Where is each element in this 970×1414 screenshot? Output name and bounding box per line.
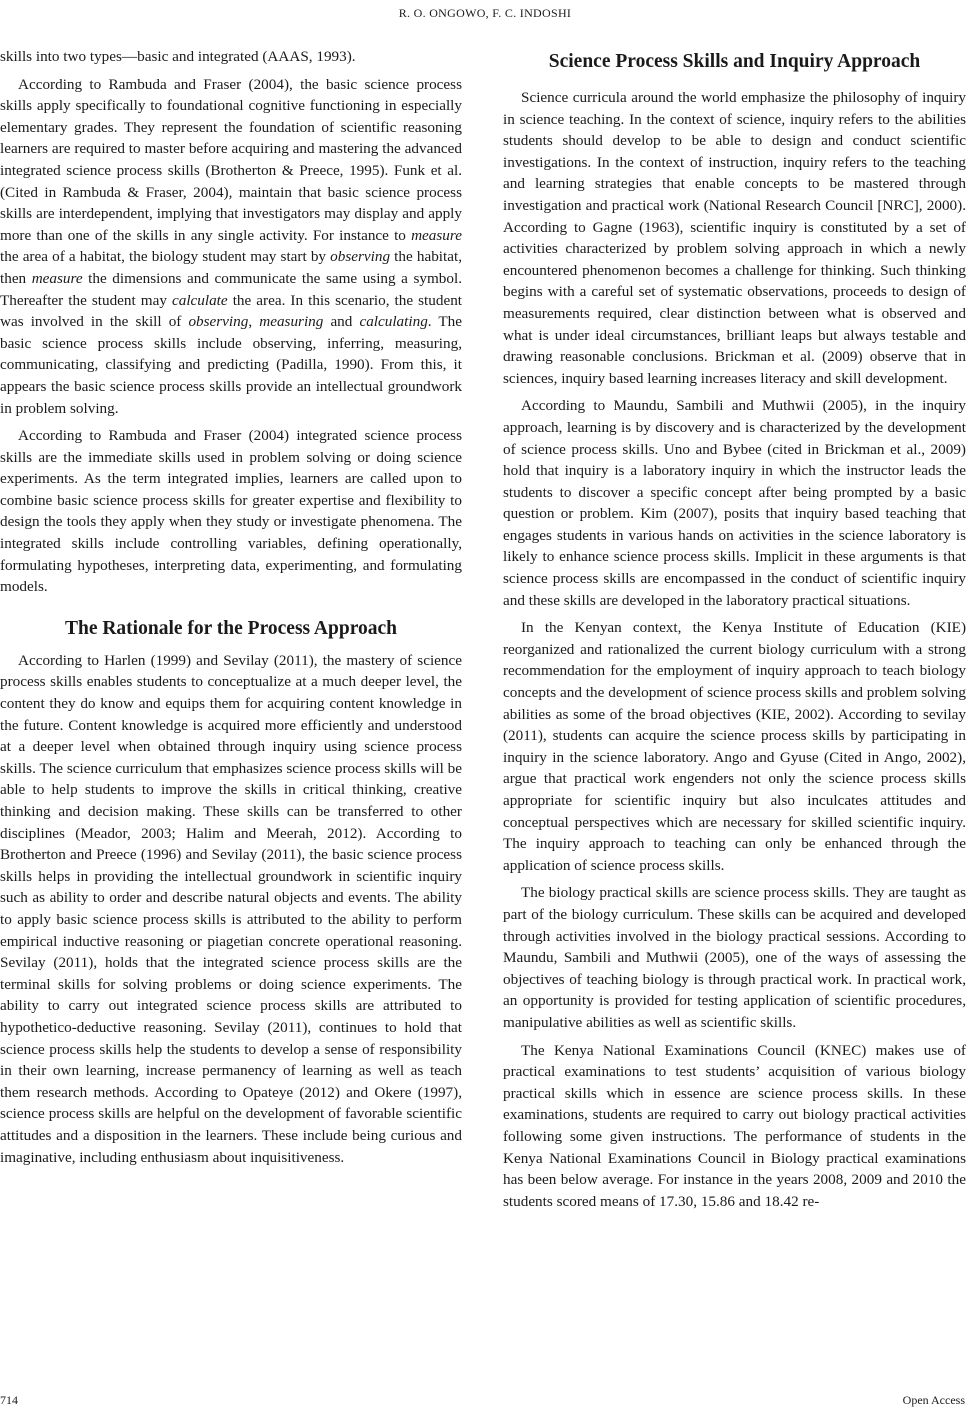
paragraph: According to Rambuda and Fraser (2004), the basic science process skills apply specifically to foundational cognitive functioning in especially elementary grades. They represent the foundation of scientific reasoning learners are required to master before acquiring and mastering the advanced integrated science process skills (Brotherton & Preece, 1995). Funk et al. (Cited in Rambuda & Fraser, 2004), maintain that basic science process skills are interdependent, implying that investigators may display and apply more than one of the skills in any single activity. For instance to measure the area of a habitat, the biology student may start by observing the habitat, then measure the dimensions and communicate the same using a symbol. Thereafter the student may calculate the area. In this scenario, the student was involved in the skill of observing, measuring and calculating. The basic science process skills include observing, inferring, measuring, communicating, classifying and predicting (Padilla, 1990). From this, it appears the basic science process skills provide an intellectual groundwork in problem solving.	[0, 75, 463, 417]
paragraph: The biology practical skills are science process skills. They are taught as part of the biology curriculum. These skills can be acquired and developed through activities involved in the biology practical sessions. According to Maundu, Sambili and Muthwii (2005), one of the ways of assessing the objectives of teaching biology is through practical work. In practical work, an opportunity is provided for testing application of scientific procedures, manipulative abilities as well as scientific skills.	[503, 884, 966, 1031]
paragraph: skills into two types—basic and integrated (AAAS, 1993).	[0, 48, 356, 65]
paragraph: In the Kenyan context, the Kenya Institute of Education (KIE) reorganized and rationalized the current biology curriculum with a strong recommendation for the employment of inquiry approach to teach biology concepts and the development of science process skills and problem solving abilities as some of the broad objectives (KIE, 2002). According to sevilay (2011), students can acquire the science process skills by participating in inquiry in the science laboratory. Ango and Gyuse (Cited in Ango, 2002), argue that practical work engenders not only the science process skills appropriate for scientific inquiry but also inculcates attitudes and conceptual perspectives which are necessary for skilled scientific inquiry. The inquiry approach to teaching can only be enhanced through the application of science process skills.	[503, 619, 966, 874]
right-column	[503, 49, 966, 1212]
running-head: R. O. ONGOWO, F. C. INDOSHI	[398, 6, 572, 20]
paragraph: According to Rambuda and Fraser (2004) integrated science process skills are the immediate skills used in problem solving or doing science experiments. As the term integrated implies, learners are called upon to combine basic science process skills for greater expertise and flexibility to design the tools they apply when they study or investigate phenomena. The integrated skills include controlling variables, defining operationally, formulating hypotheses, interpreting data, experimenting, and formulating models.	[0, 427, 462, 596]
paragraph: According to Maundu, Sambili and Muthwii (2005), in the inquiry approach, learning is by discovery and is characterized by the development of science process skills. Uno and Bybee (cited in Brickman et al., 2009) hold that inquiry is a laboratory inquiry in which the instructor leads the students to discover a specific concept after being prompted by a basic question or problem. Kim (2007), posits that inquiry based teaching that engages students in various hands on activities in the science laboratory is likely to enhance science process skills. Implicit in these arguments is that science process skills are encompassed in the conduct of scientific inquiry and these skills are developed in the laboratory practical situations.	[503, 397, 966, 609]
publisher-label: Open Access	[902, 1393, 965, 1407]
page-number: 714	[0, 1393, 18, 1407]
section-heading: The Rationale for the Process Approach	[64, 617, 398, 639]
paragraph: The Kenya National Examinations Council (KNEC) makes use of practical examinations to test students’ acquisition of various biology practical skills which in essence are science process skills. In these examinations, students are required to carry out biology practical activities following some given instructions. The performance of students in the Kenya National Examinations Council in Biology practical examinations has been below average. For instance in the years 2008, 2009 and 2010 the students scored means of 17.30, 15.86 and 18.42 re-	[503, 1041, 966, 1210]
paragraph: According to Harlen (1999) and Sevilay (2011), the mastery of science process skills enables students to conceptualize at a much deeper level, the content they do know and equips them for acquiring content knowledge in the future. Content knowledge is acquired more efficiently and understood at a deeper level when obtained through inquiry using science process skills. The science curriculum that emphasizes science process skills will be able to help students to improve the skills in critical thinking, creative thinking and decision making. These skills can be transferred to other disciplines (Meador, 2003; Halim and Meerah, 2012). According to Brotherton and Preece (1996) and Sevilay (2011), the basic science process skills helps in providing the intellectual groundwork in scientific inquiry such as ability to order and describe natural objects and events. The ability to apply basic science process skills is attributed to the ability to perform empirical inductive reasoning or piagetian concrete operational reasoning. Sevilay (2011), holds that the integrated science process skills are the terminal skills for solving problems or doing science experiments. The ability to carry out integrated science process skills are attributed to hypothetico-deductive reasoning. Sevilay (2011), continues to hold that science process skills help the students to develop a sense of responsibility in their own learning, increase permanency of learning as well as teach them research methods. According to Opateye (2012) and Okere (1997), science process skills are helpful on the development of favorable scientific attitudes and a disposition in the learners. These include being curious and imaginative, including enthusiasm about inquisitiveness.	[0, 651, 462, 1166]
paragraph: Science curricula around the world emphasize the philosophy of inquiry in science teaching. In the context of science, inquiry refers to the abilities students should develop to be able to design and conduct scientific investigations. In the context of instruction, inquiry refers to the teaching and learning strategies that enable concepts to be mastered through investigation and practical work (National Research Council [NRC], 2000). According to Gagne (1963), scientific inquiry is constituted by a set of activities characterized by problem solving approach in which a newly encountered phenomenon becomes a challenge for thinking. Such thinking begins with a careful set of systematic observations, proceeds to design of measurements required, clear distinction between what is observed and what is under ideal circumstances, brilliant leaps but always testable and drawing reasonable conclusions. Brickman et al. (2009) observe that in sciences, inquiry based learning increases literacy and skill development.	[503, 89, 966, 387]
left-column	[0, 46, 462, 1168]
section-heading: Science Process Skills and Inquiry Approach	[548, 51, 921, 72]
